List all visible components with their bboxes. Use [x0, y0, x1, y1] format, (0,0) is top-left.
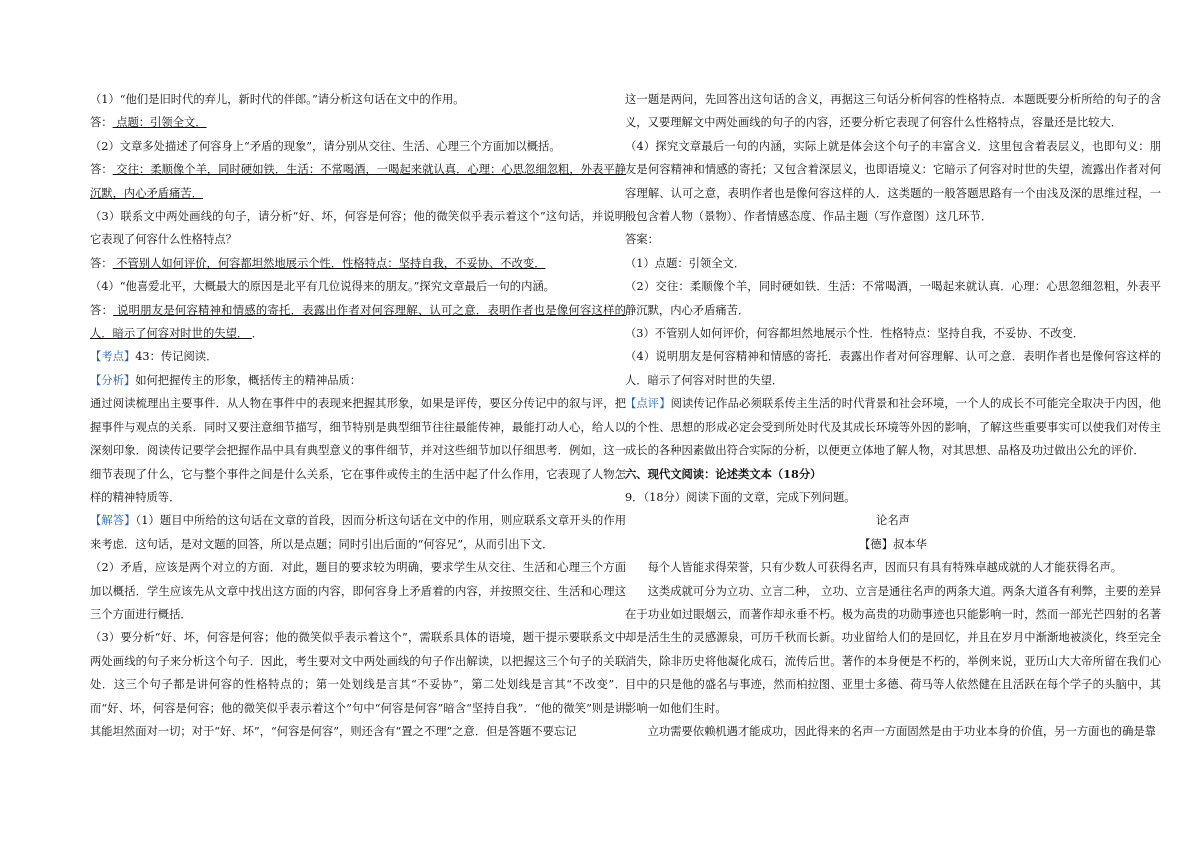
answer-4-text: 说明朋友是何容精神和情感的寄托．表露出作者对何容理解、认可之意．表明作者也是像何容这样的人．暗示了何容对时世的失望．: [90, 303, 626, 341]
dianping-tag: 【点评】: [625, 397, 671, 411]
question-4: （4）“他喜爱北平，大概最大的原因是北平有几位说得来的朋友。”探究文章最后一句的内涵。: [90, 280, 555, 294]
answer-2: [90, 158, 626, 205]
answer-4-suffix: ．: [251, 327, 264, 341]
fenxi-paragraph: [90, 369, 626, 392]
dianping-paragraph: [625, 392, 1161, 462]
kaodian-tag: 【考点】: [90, 350, 136, 364]
question-1: （1）“他们是旧时代的弃儿，新时代的伴郎。”请分析这句话在文中的作用。: [90, 93, 465, 106]
answer-prefix: 答：: [90, 303, 114, 317]
answer-prefix: 答：: [90, 116, 113, 130]
answer-1-text: 点题：引领全文．: [112, 116, 207, 130]
dianping-text: 阅读传记作品必须联系传主生活的时代背景和社会环境，一个人的成长不可能完全取决于内因，他的个性、思想的形成必定会受到所处时代及其成长环境等外因的影响，了解这些重要事实可以使我们对传主成长的各种因素做出符合实际的分析，以便更立体地了解人物，对其思想、品格及功过做出公允的评价．: [625, 397, 1161, 458]
jieda-text-3: （3）要分析“好、坏，何容是何容；他的微笑似乎表示着这个”，需联系具体的语境，题干提示要联系文中两处画线的句子来分析这个句子．因此，考生要对文中两处画线的句子作出解读，以把握这三个句子的关联处．这三个句子都是讲何容的性格特点的；第一处划线是言其“不妥协”，第二处划线是言其“不改变”．而“好、坏，何容是何容；他的微笑似乎表示着这个”句中“何容是何容”暗含“坚持自我”．“他的微笑”则是讲其能坦然面对一切；对于“好、坏”，“何容是何容”，则还含有“置之不理”之意．但是答题不要忘记: [90, 631, 626, 738]
jieda-text-2: （2）矛盾，应该是两个对立的方面．对此，题目的要求较为明确，要求学生从交往、生活和心理三个方面加以概括．学生应该先从文章中找出这方面的内容，即何容身上矛盾着的内容，并按照交往、生活和心理这三个方面进行概括．: [90, 561, 626, 621]
analysis-q4: （4）探究文章最后一句的内涵，实际上就是体会这个句子的丰富含义．这里包含着表层义，也即句义：朋友是何容精神和情感的寄托；又包含着深层义，也即语境义：它暗示了何容对时世的失望，流露出作者对何容理解、认可之意，表明作者也是像何容这样的人．这类题的一般答题思路有一个由浅及深的思维过程，一般包含着人物（景物）、作者情感态度、作品主题（写作意图）这几环节．: [625, 139, 1161, 224]
answer-2-text: 交往：柔顺像个羊，同时硬如铁．生活：不常喝酒，一喝起来就认真．心理：心思忽细忽粗，外表平静沉默，内心矛盾痛苦．: [90, 163, 626, 200]
answer-prefix: 答：: [90, 163, 113, 177]
analysis-continued: 这一题是两问，先回答出这句话的含义，再据这三句话分析何容的性格特点．本题既要分析所给的句子的含义，又要理解文中两处画线的句子的内容，还要分析它表现了何容什么性格特点，容量还是比较大．: [625, 93, 1161, 130]
question-3: （3）联系文中两处画线的句子，请分析“好、坏，何容是何容；他的微笑似乎表示着这个”这句话，并说明它表现了何容什么性格特点？: [90, 210, 626, 247]
final-answer-4: （4）说明朋友是何容精神和情感的寄托．表露出作者对何容理解、认可之意．表明作者也是像何容这样的人．暗示了何容对时世的失望．: [625, 350, 1161, 387]
right-column: [625, 88, 1161, 743]
jieda-tag: 【解答】: [90, 514, 136, 528]
fenxi-text: 如何把握传主的形象，概括传主的精神品质：: [135, 373, 362, 387]
kaodian-paragraph: [90, 345, 626, 368]
answer-3: [90, 252, 626, 275]
answer-3-text: 不管别人如何评价，何容都坦然地展示个性．性格特点：坚持自我，不妥协、不改变．: [112, 256, 546, 270]
jieda-paragraph: [90, 509, 626, 556]
final-answer-3: （3）不管别人如何评价，何容都坦然地展示个性．性格特点：坚持自我，不妥协、不改变．: [625, 327, 1085, 341]
answer-1: [90, 111, 626, 134]
article-paragraph-3: 立功需要依赖机遇才能成功，因此得来的名声一方面固然是由于功业本身的价值，另一方面也的确是靠: [647, 724, 1156, 738]
question-9: 9．（18分）阅读下面的文章，完成下列问题。: [625, 490, 856, 504]
final-answer-2: （2）交往：柔顺像个羊，同时硬如铁．生活：不常喝酒，一喝起来就认真．心理：心思忽细忽粗，外表平静沉默，内心矛盾痛苦．: [625, 280, 1161, 317]
answer-label: 答案：: [625, 233, 659, 247]
jieda-text-1: （1）题目中所给的这句话在文章的首段，因而分析这句话在文中的作用，则应联系文章开头的作用来考虑．这句话，是对文题的回答，所以是点题；同时引出后面的“何容兄”，从而引出下文．: [90, 514, 626, 551]
answer-prefix: 答：: [90, 256, 113, 270]
fenxi-body: 通过阅读梳理出主要事件．从人物在事件中的表现来把握其形象，如果是评传，要区分传记中的叙与评，把握事件与观点的关系．同时又要注意细节描写，细节特别是典型细节往往最能传神，最能打动人心，给人以深刻印象．阅读传记要学会把握作品中具有典型意义的事件细节，并对这些细节加以仔细思考．例如，这一细节表现了什么，它与整个事件之间是什么关系，它在事件或传主的生活中起了什么作用，它表现了人物怎样的精神特质等．: [90, 397, 626, 504]
answer-4: [90, 299, 626, 346]
article-paragraph-2: 这类成就可分为立功、立言二种， 立功、立言是通往名声的两条大道。两条大道各有利弊，主要的差异在于功业如过眼烟云，而著作却永垂不朽。极为高贵的功勋事迹也只能影响一时，然而一部光芒四射的名著却是活生生的灵感源泉，可历千秋而长新。功业留给人们的是回忆，并且在岁月中渐渐地被淡化，终至完全消失，除非历史将他凝化成石，流传后世。著作的本身便是不朽的，举例来说，亚历山大大帝所留在我们心目中的只是他的盛名与事迹，然而柏拉图、亚里士多德、荷马等人依然健在且活跃在每个学子的头脑中，其影响一如他们生时。: [625, 584, 1161, 715]
final-answer-1: （1）点题：引领全文．: [625, 256, 746, 270]
article-title: 论名声: [876, 514, 910, 528]
question-2: （2）文章多处描述了何容身上“矛盾的现象”，请分别从交往、生活、心理三个方面加以概括。: [90, 139, 561, 153]
article-author: 【德】叔本华: [859, 537, 927, 551]
kaodian-text: 43：传记阅读．: [135, 350, 218, 364]
left-column: [90, 88, 626, 743]
article-paragraph-1: 每个人皆能求得荣誉，只有少数人可获得名声，因而只有具有特殊卓越成就的人才能获得名声。: [647, 561, 1123, 575]
fenxi-tag: 【分析】: [90, 373, 136, 387]
section-heading: 六、现代文阅读：论述类文本（18分）: [625, 466, 822, 481]
